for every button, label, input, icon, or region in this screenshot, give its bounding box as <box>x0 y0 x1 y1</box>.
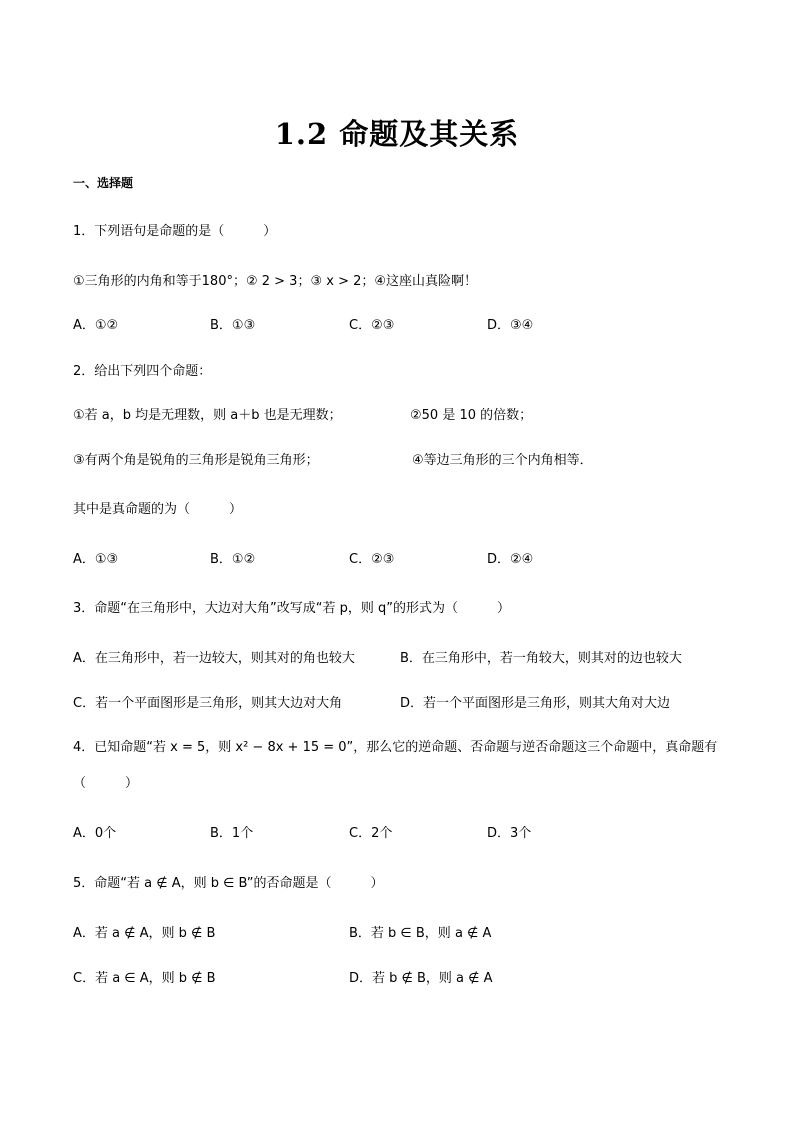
q1-option-d: D．③④ <box>487 318 534 333</box>
question-1-stem: 1．下列语句是命题的是（ ） <box>73 224 277 239</box>
q1-option-b: B．①③ <box>210 318 256 333</box>
q2-statement-2: ②50 是 10 的倍数； <box>410 408 533 423</box>
question-1-statements: ①三角形的内角和等于180°；② 2 > 3；③ x > 2；④这座山真险啊！ <box>73 274 478 289</box>
q5-option-b: B．若 b ∈ B，则 a ∉ A <box>349 926 492 941</box>
q2-option-d: D．②④ <box>487 552 534 567</box>
q3-option-c: C．若一个平面图形是三角形，则其大边对大角 <box>73 696 343 711</box>
q3-option-d: D．若一个平面图形是三角形，则其大角对大边 <box>400 696 671 711</box>
q2-option-a: A．①③ <box>73 552 119 567</box>
q4-option-b: B．1个 <box>210 826 254 841</box>
q3-option-a: A．在三角形中，若一边较大，则其对的角也较大 <box>73 651 355 666</box>
q2-option-b: B．①② <box>210 552 256 567</box>
q4-option-c: C．2个 <box>349 826 393 841</box>
question-5-stem: 5．命题“若 a ∉ A，则 b ∈ B”的否命题是（ ） <box>73 876 384 891</box>
q2-option-c: C．②③ <box>349 552 395 567</box>
question-3-stem: 3．命题“在三角形中，大边对大角”改写成“若 p，则 q”的形式为（ ） <box>73 601 510 616</box>
q4-option-a: A．0个 <box>73 826 117 841</box>
q2-statement-3: ③有两个角是锐角的三角形是锐角三角形； <box>73 453 319 468</box>
page-title: 1.2 命题及其关系 <box>274 117 520 151</box>
q5-option-a: A．若 a ∉ A，则 b ∉ B <box>73 926 216 941</box>
q1-option-a: A．①② <box>73 318 119 333</box>
q1-option-c: C．②③ <box>349 318 395 333</box>
question-2-ask: 其中是真命题的为（ ） <box>73 502 243 517</box>
q5-option-c: C．若 a ∈ A，则 b ∉ B <box>73 971 216 986</box>
section-heading: 一、选择题 <box>73 176 134 190</box>
q2-statement-4: ④等边三角形的三个内角相等． <box>412 453 593 468</box>
q2-statement-1: ①若 a，b 均是无理数，则 a＋b 也是无理数； <box>73 408 342 423</box>
q3-option-b: B．在三角形中，若一角较大，则其对的边也较大 <box>400 651 682 666</box>
question-4-stem: 4．已知命题“若 x = 5，则 x² − 8x + 15 = 0”，那么它的逆命题、否命题与逆否命题这三个命题中，真命题有 <box>73 740 718 755</box>
question-4-stem-continued: （ ） <box>73 776 139 791</box>
q5-option-d: D．若 b ∉ B，则 a ∉ A <box>349 971 493 986</box>
question-2-stem: 2．给出下列四个命题： <box>73 364 212 379</box>
q4-option-d: D．3个 <box>487 826 532 841</box>
